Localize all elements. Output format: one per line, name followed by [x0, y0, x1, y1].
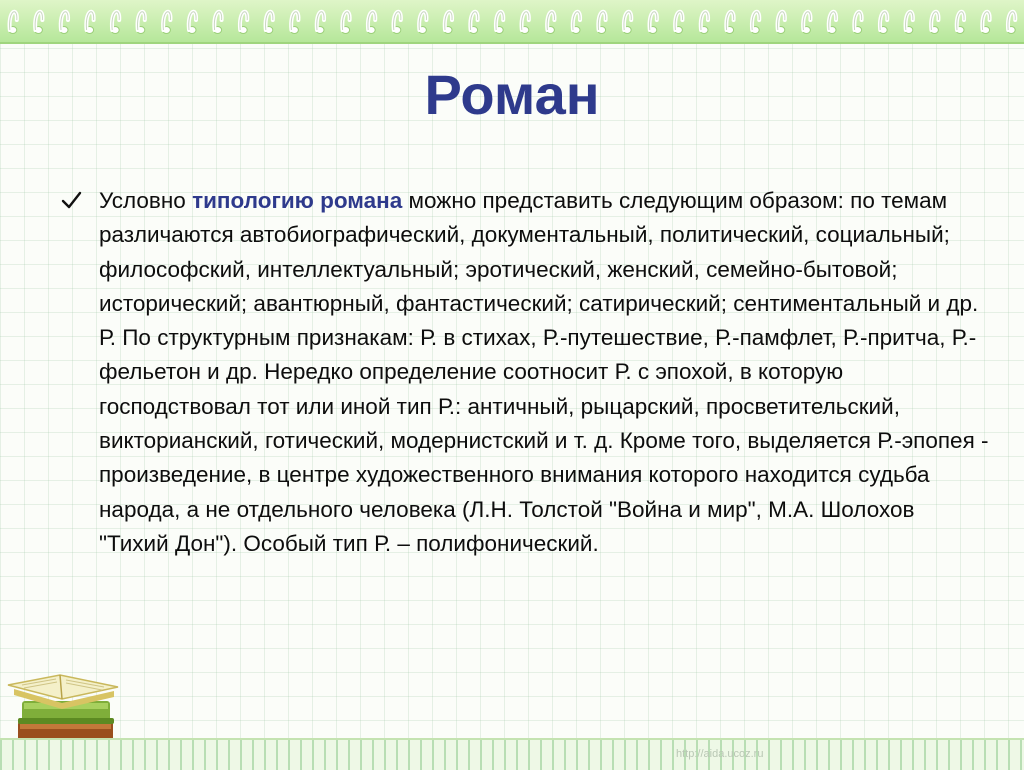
- binding-ring: [162, 12, 170, 34]
- binding-ring: [86, 12, 94, 34]
- binding-ring: [393, 12, 401, 34]
- binding-ring: [9, 12, 17, 34]
- binding-ring: [239, 12, 247, 34]
- binding-ring: [828, 12, 836, 34]
- binding-ring: [572, 12, 580, 34]
- binding-ring: [674, 12, 682, 34]
- checkmark-icon: [60, 189, 82, 211]
- binding-ring: [188, 12, 196, 34]
- binding-ring: [751, 12, 759, 34]
- binding-ring: [598, 12, 606, 34]
- binding-ring: [290, 12, 298, 34]
- bullet-paragraph: [99, 184, 989, 561]
- paragraph-intro: Условно: [99, 188, 193, 213]
- binding-ring: [265, 12, 273, 34]
- binding-ring: [470, 12, 478, 34]
- binding-ring: [1007, 12, 1015, 34]
- bottom-decorative-band: [0, 738, 1024, 770]
- binding-ring: [726, 12, 734, 34]
- binding-ring: [34, 12, 42, 34]
- binding-ring: [854, 12, 862, 34]
- binding-ring: [418, 12, 426, 34]
- binding-ring: [802, 12, 810, 34]
- binding-ring: [982, 12, 990, 34]
- binding-ring: [879, 12, 887, 34]
- binding-ring: [316, 12, 324, 34]
- binding-ring: [137, 12, 145, 34]
- binding-ring: [444, 12, 452, 34]
- binding-ring: [623, 12, 631, 34]
- spiral-binding-icon: [0, 0, 1024, 48]
- paragraph-body: можно представить следующим образом: по темам различаются автобиографический, документальный, политический, социальный; философский, интеллектуальный; эротический, женский, семейно-бытовой; исторический; авантюрный, фантастический; сатирический; сентиментальный и др. Р. По структурным признакам: Р. в стихах, Р.-путешествие, Р.-памфлет, Р.-притча, Р.-фельетон и др. Нередко определение соотносит Р. с эпохой, в которую господствовал тот или иной тип Р.: античный, рыцарский, просветительский, викторианский, готический, модернистский и т. д. Кроме того, выделяется Р.-эпопея - произведение, в центре художественного внимания которого находится судьба народа, а не отдельного человека (Л.Н. Толстой "Война и мир", М.А. Шолохов "Тихий Дон"). Особый тип Р. – полифонический.: [99, 188, 989, 556]
- highlighted-term: типологию романа: [192, 188, 403, 213]
- binding-ring: [649, 12, 657, 34]
- binding-ring: [905, 12, 913, 34]
- binding-ring: [367, 12, 375, 34]
- slide-title: Роман: [424, 63, 600, 126]
- binding-ring: [956, 12, 964, 34]
- binding-ring: [777, 12, 785, 34]
- binding-ring: [930, 12, 938, 34]
- binding-ring: [342, 12, 350, 34]
- watermark: http://aida.ucoz.ru: [676, 748, 764, 760]
- binding-ring: [111, 12, 119, 34]
- binding-ring: [700, 12, 708, 34]
- binding-ring: [495, 12, 503, 34]
- binding-ring: [214, 12, 222, 34]
- binding-ring: [521, 12, 529, 34]
- binding-ring: [546, 12, 554, 34]
- binding-ring: [60, 12, 68, 34]
